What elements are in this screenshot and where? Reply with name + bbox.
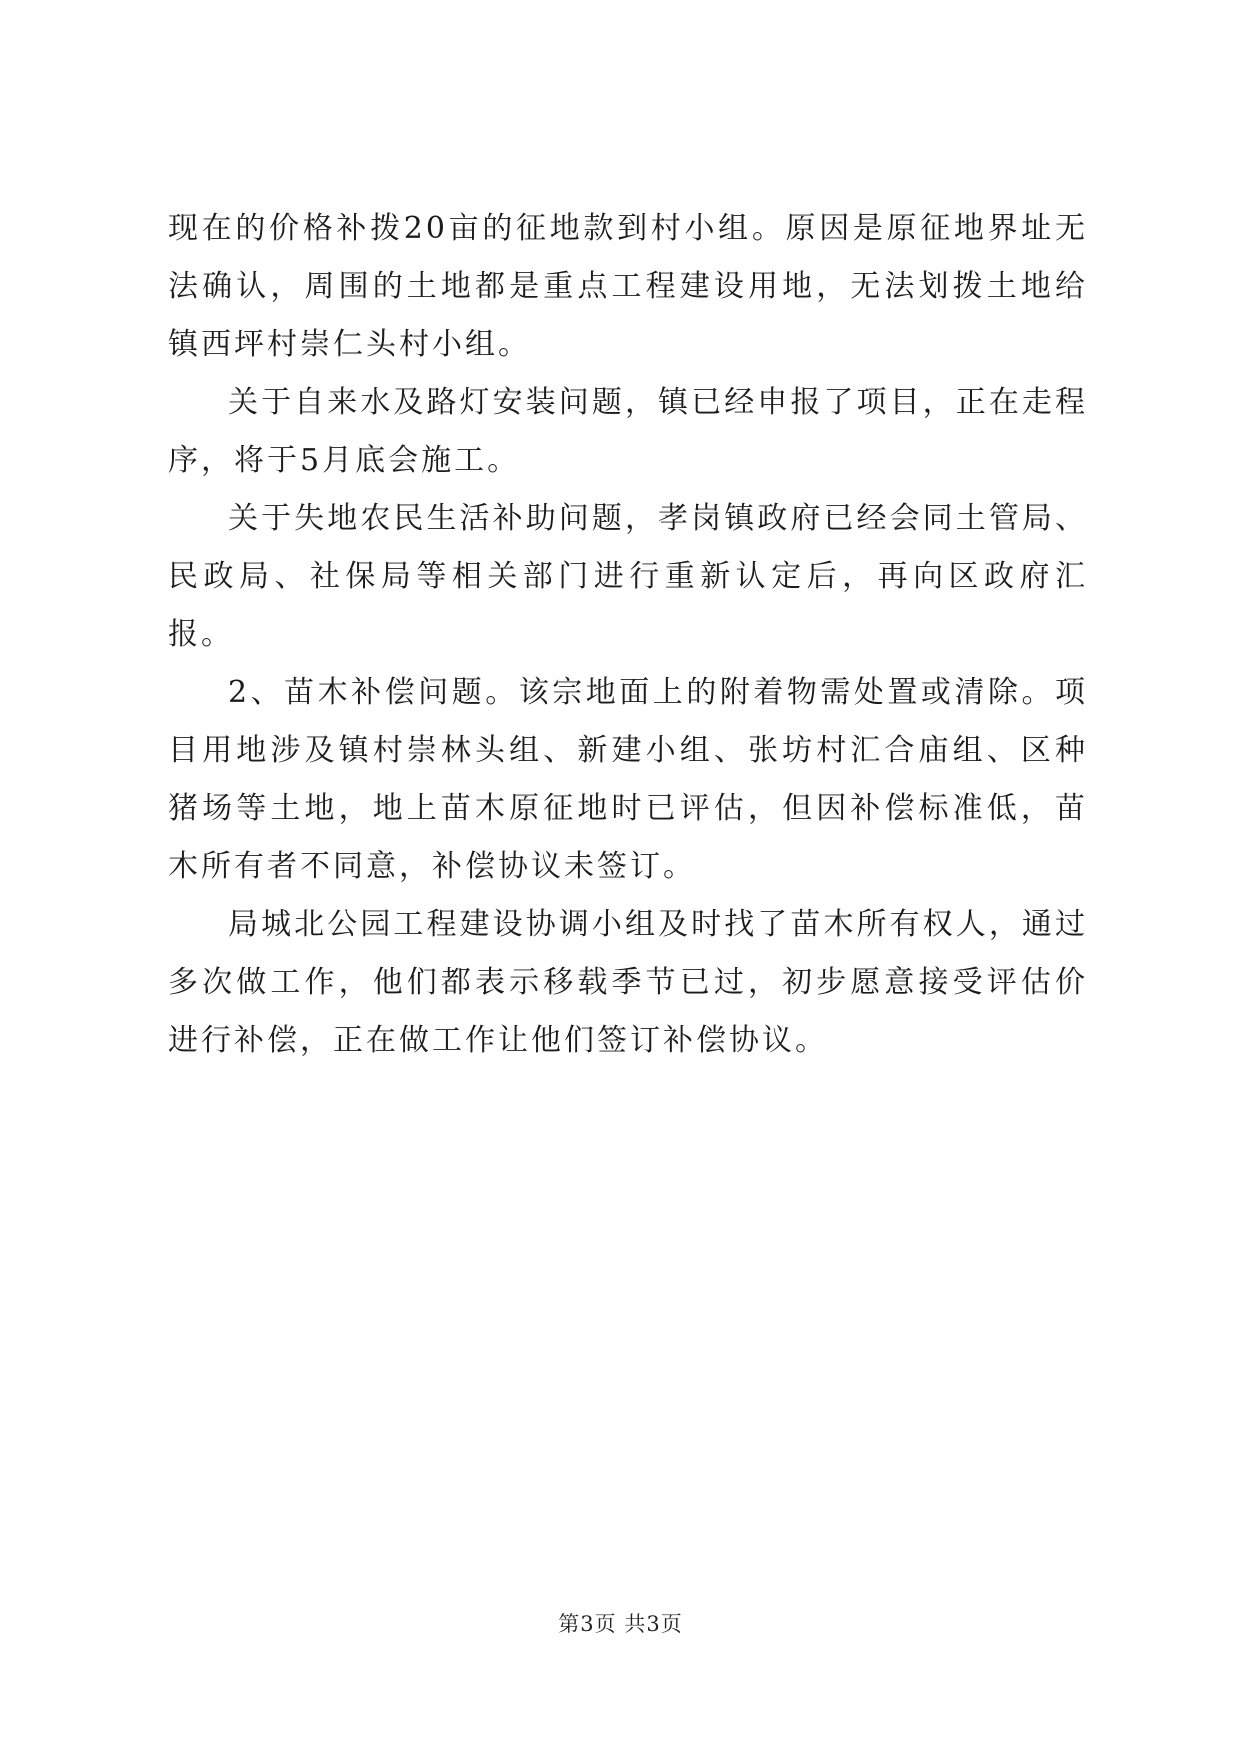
document-body — [168, 200, 1088, 1070]
paragraph-farmer-subsidy: 关于失地农民生活补助问题，孝岗镇政府已经会同土管局、民政局、社保局等相关部门进行重新认定后，再向区政府汇报。 — [168, 501, 1088, 652]
paragraph-continuation: 现在的价格补拨20亩的征地款到村小组。原因是原征地界址无法确认，周围的土地都是重点工程建设用地，无法划拨土地给镇西坪村崇仁头村小组。 — [168, 211, 1088, 362]
paragraph-coordination-group: 局城北公园工程建设协调小组及时找了苗木所有权人，通过多次做工作，他们都表示移载季节已过，初步愿意接受评估价进行补偿，正在做工作让他们签订补偿协议。 — [168, 907, 1088, 1058]
page-number-footer: 第3页 共3页 — [558, 1612, 683, 1636]
paragraph-water-streetlights: 关于自来水及路灯安装问题，镇已经申报了项目，正在走程序，将于5月底会施工。 — [168, 385, 1088, 478]
paragraph-seedling-compensation: 2、苗木补偿问题。该宗地面上的附着物需处置或清除。项目用地涉及镇村崇林头组、新建小组、张坊村汇合庙组、区种猪场等土地，地上苗木原征地时已评估，但因补偿标准低，苗木所有者不同意，补偿协议未签订。 — [168, 675, 1088, 884]
